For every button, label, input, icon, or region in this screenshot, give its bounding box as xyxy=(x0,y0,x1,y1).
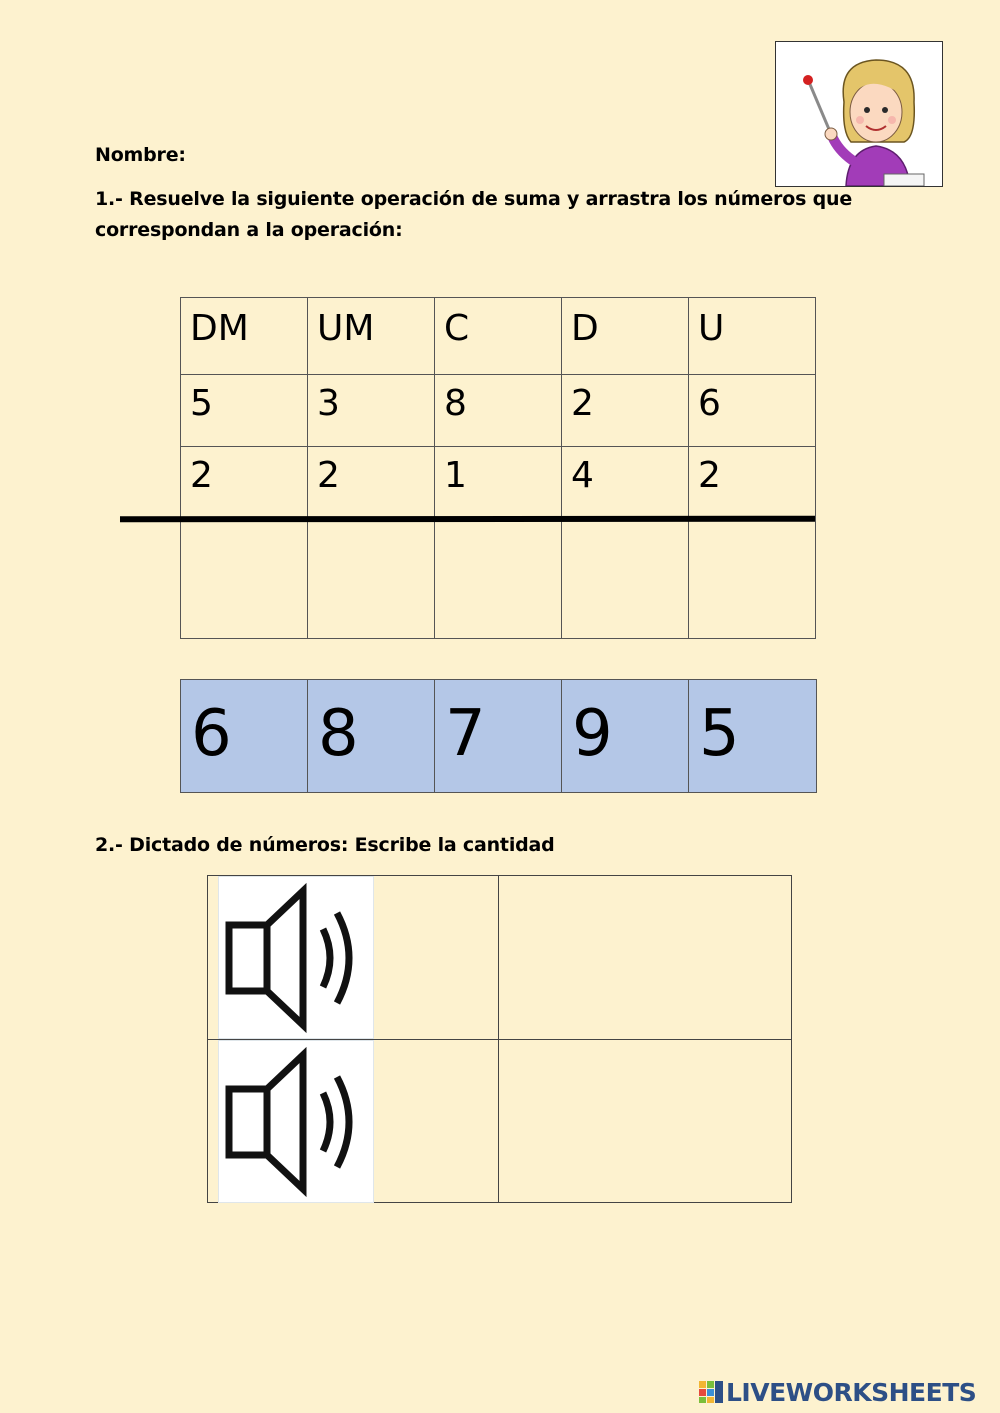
addend2-digit: 2 xyxy=(181,447,308,519)
teacher-illustration xyxy=(775,41,943,187)
draggable-tile[interactable]: 6 xyxy=(181,680,308,792)
answer-input-2[interactable] xyxy=(499,1040,791,1203)
audio-cell xyxy=(208,1040,499,1203)
name-label: Nombre: xyxy=(95,144,186,166)
answer-drop-zone-d[interactable] xyxy=(562,519,689,639)
teacher-icon xyxy=(776,42,942,186)
dictation-row xyxy=(208,876,791,1039)
audio-cell xyxy=(208,876,499,1039)
play-audio-button[interactable] xyxy=(218,876,374,1039)
speaker-icon xyxy=(219,877,373,1038)
addend1-digit: 3 xyxy=(308,375,435,447)
header-d: D xyxy=(562,298,689,375)
draggable-tile[interactable]: 9 xyxy=(562,680,689,792)
addend2-digit: 2 xyxy=(308,447,435,519)
header-dm: DM xyxy=(181,298,308,375)
speaker-icon xyxy=(219,1041,373,1202)
header-c: C xyxy=(435,298,562,375)
play-audio-button[interactable] xyxy=(218,1040,374,1203)
draggable-tile[interactable]: 8 xyxy=(308,680,435,792)
answer-input-1[interactable] xyxy=(499,876,791,1039)
number-tiles xyxy=(180,679,817,793)
draggable-tile[interactable]: 5 xyxy=(689,680,816,792)
question-2: 2.- Dictado de números: Escribe la cantidad xyxy=(95,834,555,856)
answer-drop-zone-c[interactable] xyxy=(435,519,562,639)
header-u: U xyxy=(689,298,816,375)
addend1-digit: 6 xyxy=(689,375,816,447)
addend2-digit: 4 xyxy=(562,447,689,519)
addend1-digit: 8 xyxy=(435,375,562,447)
addend2-digit: 1 xyxy=(435,447,562,519)
header-um: UM xyxy=(308,298,435,375)
addend1-digit: 2 xyxy=(562,375,689,447)
answer-drop-zone-dm[interactable] xyxy=(181,519,308,639)
liveworksheets-icon xyxy=(698,1380,724,1404)
question-1: 1.- Resuelve la siguiente operación de suma y arrastra los números que correspondan a la operación: xyxy=(95,188,853,241)
sum-line xyxy=(120,516,815,523)
answer-drop-zone-um[interactable] xyxy=(308,519,435,639)
place-value-table xyxy=(180,297,816,639)
dictation-row xyxy=(208,1039,791,1203)
dictation-table xyxy=(207,875,792,1203)
addend2-digit: 2 xyxy=(689,447,816,519)
draggable-tile[interactable]: 7 xyxy=(435,680,562,792)
brand-text: LIVEWORKSHEETS xyxy=(726,1377,977,1407)
answer-drop-zone-u[interactable] xyxy=(689,519,816,639)
addend1-digit: 5 xyxy=(181,375,308,447)
liveworksheets-logo xyxy=(698,1377,976,1407)
